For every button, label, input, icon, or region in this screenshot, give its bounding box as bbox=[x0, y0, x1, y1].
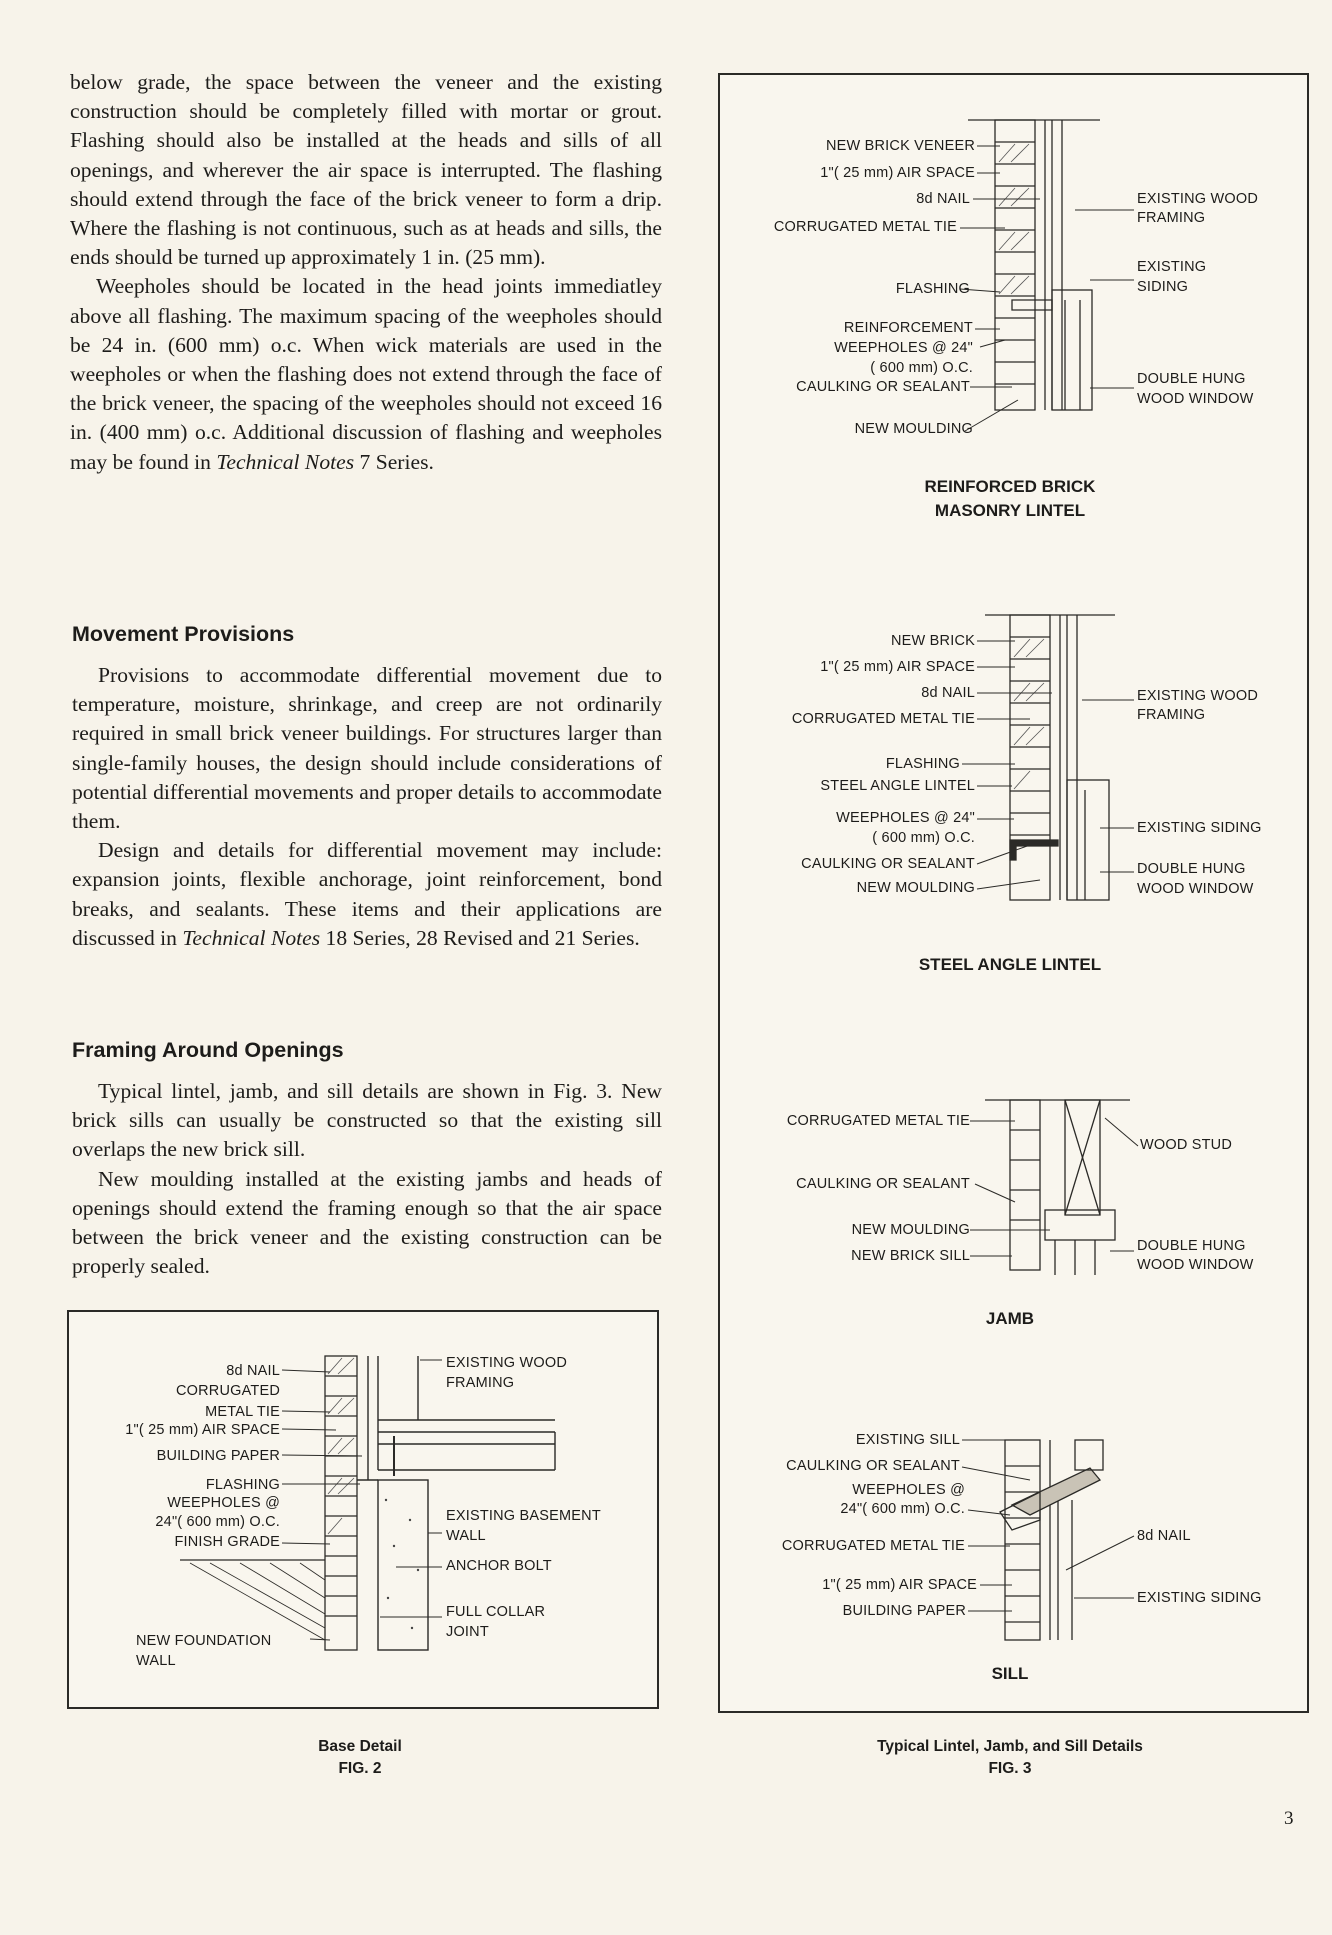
fig2-label-tie2: METAL TIE bbox=[205, 1404, 280, 1420]
lintel2-label-brick: NEW BRICK bbox=[891, 633, 975, 649]
lintel1-label-wood2: FRAMING bbox=[1137, 210, 1206, 226]
lintel2-section bbox=[985, 615, 1115, 900]
fig2-label-wood2: FRAMING bbox=[446, 1375, 515, 1391]
lintel2-label-window1: DOUBLE HUNG bbox=[1137, 861, 1246, 877]
lintel2-label-air: 1"( 25 mm) AIR SPACE bbox=[820, 659, 975, 675]
paragraph: below grade, the space between the veneer and the existing construction should be completely filled with mortar or grout. Flashing should also be installed at the heads and sills of all openings, and wherever the air space is interrupted. The flashing should extend through the face of the brick veneer to form a drip. Where the flashing is not continuous, such as at heads and sills, the ends should be turned up approximately 1 in. (25 mm). bbox=[70, 70, 662, 270]
page-number: 3 bbox=[1284, 1808, 1294, 1829]
lintel1-label-reinf: REINFORCEMENT bbox=[843, 320, 973, 336]
sill-label-weep1: WEEPHOLES @ bbox=[852, 1482, 965, 1498]
lintel2-label-wood1: EXISTING WOOD bbox=[1137, 688, 1259, 704]
lintel1-label-caulk: CAULKING OR SEALANT bbox=[796, 379, 970, 395]
fig2-label-nail: 8d NAIL bbox=[226, 1363, 280, 1379]
fig2-label-flashing: FLASHING bbox=[205, 1477, 280, 1493]
fig3-caption bbox=[800, 1736, 1220, 1780]
paragraph: Provisions to accommodate differential movement due to temperature, moisture, shrinkage, and creep are not ordinarily required in small brick veneer buildings. For structures larger than single-family houses, the design should include considerations of potential differential movements and proper details to accommodate them. bbox=[72, 663, 662, 834]
fig3-caption-title: Typical Lintel, Jamb, and Sill Details bbox=[877, 1738, 1143, 1755]
fig2-label-collar2: JOINT bbox=[446, 1624, 489, 1640]
lintel2-label-flashing: FLASHING bbox=[885, 756, 960, 772]
lintel1-title-line2: MASONRY LINTEL bbox=[934, 501, 1086, 520]
lintel1-label-veneer: NEW BRICK VENEER bbox=[825, 138, 975, 154]
fig2-label-bolt: ANCHOR BOLT bbox=[446, 1558, 552, 1574]
section-heading-movement: Movement Provisions bbox=[72, 622, 295, 646]
jamb-label-stud: WOOD STUD bbox=[1140, 1137, 1233, 1153]
lintel1-label-siding2: SIDING bbox=[1137, 279, 1189, 295]
section-heading-framing: Framing Around Openings bbox=[72, 1038, 344, 1062]
lintel1-title-line1: REINFORCED BRICK bbox=[924, 477, 1096, 496]
lintel1-leaders bbox=[960, 146, 1134, 431]
lintel1-label-wood1: EXISTING WOOD bbox=[1137, 191, 1259, 207]
sill-label-tie: CORRUGATED METAL TIE bbox=[781, 1538, 965, 1554]
jamb-label-caulk: CAULKING OR SEALANT bbox=[796, 1176, 970, 1192]
fig2-label-paper: BUILDING PAPER bbox=[156, 1448, 280, 1464]
lintel2-label-siding: EXISTING SIDING bbox=[1137, 820, 1262, 836]
fig2-label-base1: EXISTING BASEMENT bbox=[446, 1508, 601, 1524]
jamb-label-tie: CORRUGATED METAL TIE bbox=[786, 1113, 970, 1129]
sill-label-weep2: 24"( 600 mm) O.C. bbox=[840, 1501, 965, 1517]
lintel1-label-siding1: EXISTING bbox=[1137, 259, 1207, 275]
fig2-label-base2: WALL bbox=[446, 1528, 486, 1544]
lintel1-label-air: 1"( 25 mm) AIR SPACE bbox=[820, 165, 975, 181]
sill-section bbox=[1000, 1440, 1103, 1640]
fig2-caption-title: Base Detail bbox=[318, 1738, 402, 1755]
lintel1-title bbox=[880, 475, 1140, 523]
lintel2-title: STEEL ANGLE LINTEL bbox=[918, 955, 1102, 974]
fig2-label-air: 1"( 25 mm) AIR SPACE bbox=[125, 1422, 280, 1438]
lintel1-label-nail: 8d NAIL bbox=[916, 191, 970, 207]
fig2-label-wood1: EXISTING WOOD bbox=[446, 1355, 568, 1371]
paragraph: Typical lintel, jamb, and sill details are shown in Fig. 3. New brick sills can usually be constructed so that the existing sill overlaps the new brick sill. bbox=[72, 1079, 662, 1162]
lintel2-label-weep1: WEEPHOLES @ 24" bbox=[836, 810, 975, 826]
fig3-caption-number: FIG. 3 bbox=[988, 1760, 1032, 1777]
jamb-label-window2: WOOD WINDOW bbox=[1137, 1257, 1254, 1273]
lintel1-label-window1: DOUBLE HUNG bbox=[1137, 371, 1246, 387]
lintel2-label-window2: WOOD WINDOW bbox=[1137, 881, 1254, 897]
jamb-leaders bbox=[970, 1118, 1138, 1256]
sill-label-caulk: CAULKING OR SEALANT bbox=[786, 1458, 960, 1474]
sill-label-siding: EXISTING SIDING bbox=[1137, 1590, 1262, 1606]
lintel2-label-caulk: CAULKING OR SEALANT bbox=[801, 856, 975, 872]
sill-label-nail: 8d NAIL bbox=[1137, 1528, 1191, 1544]
lintel1-label-flashing: FLASHING bbox=[895, 281, 970, 297]
fig2-label-weep1: WEEPHOLES @ bbox=[167, 1495, 280, 1511]
lintel1-label-window2: WOOD WINDOW bbox=[1137, 391, 1254, 407]
jamb-label-sill: NEW BRICK SILL bbox=[851, 1248, 970, 1264]
fig2-label-found2: WALL bbox=[136, 1653, 176, 1669]
lintel1-label-mould: NEW MOULDING bbox=[854, 421, 973, 437]
lintel1-hatch bbox=[999, 144, 1029, 294]
lintel2-label-nail: 8d NAIL bbox=[921, 685, 975, 701]
sill-label-paper: BUILDING PAPER bbox=[842, 1603, 966, 1619]
lintel1-label-weep1: WEEPHOLES @ 24" bbox=[834, 340, 973, 356]
fig2-caption-number: FIG. 2 bbox=[338, 1760, 382, 1777]
lintel2-leaders bbox=[962, 641, 1134, 889]
fig2-label-collar1: FULL COLLAR bbox=[446, 1604, 546, 1620]
sill-title: SILL bbox=[991, 1664, 1029, 1683]
lintel2-label-wood2: FRAMING bbox=[1137, 707, 1206, 723]
sill-label-air: 1"( 25 mm) AIR SPACE bbox=[822, 1577, 977, 1593]
fig2-label-tie1: CORRUGATED bbox=[175, 1383, 280, 1399]
lintel2-label-mould: NEW MOULDING bbox=[856, 880, 975, 896]
fig2-label-weep2: 24"( 600 mm) O.C. bbox=[155, 1514, 280, 1530]
lintel2-label-angle: STEEL ANGLE LINTEL bbox=[820, 778, 975, 794]
paragraph: Design and details for differential movement may include: expansion joints, flexible anchorage, joint reinforcement, bond breaks, and sealants. These items and their applications are discussed in Technical Notes 18 Series, 28 Revised and 21 Series. bbox=[72, 838, 662, 950]
lintel2-label-weep2: ( 600 mm) O.C. bbox=[872, 830, 975, 846]
fig2-label-grade: FINISH GRADE bbox=[174, 1534, 280, 1550]
lintel2-hatch bbox=[1014, 639, 1044, 789]
lintel1-section bbox=[968, 120, 1100, 410]
jamb-label-mould: NEW MOULDING bbox=[851, 1222, 970, 1238]
jamb-title: JAMB bbox=[985, 1309, 1035, 1328]
sill-leaders bbox=[962, 1440, 1134, 1611]
sill-label-existing: EXISTING SILL bbox=[855, 1432, 960, 1448]
paragraph-weepholes: Weepholes should be located in the head joints immediatley above all flashing. The maximum spacing of the weepholes should be 24 in. (600 mm) o.c. When wick materials are used in the weepholes or when the flashing does not extend through the face of the brick veneer, the spacing of the weepholes should not exceed 16 in. (400 mm) o.c. Additional discussion of flashing and weepholes may be found in Technical Notes 7 Series. bbox=[70, 274, 662, 474]
lintel1-label-tie: CORRUGATED METAL TIE bbox=[773, 219, 957, 235]
jamb-section bbox=[985, 1100, 1130, 1275]
paragraph: New moulding installed at the existing jambs and heads of openings should extend the framing enough so that the air space between the brick veneer and the existing construction can be properly sealed. bbox=[72, 1166, 662, 1279]
fig2-label-found1: NEW FOUNDATION bbox=[136, 1633, 272, 1649]
lintel2-label-tie: CORRUGATED METAL TIE bbox=[791, 711, 975, 727]
lintel1-label-weep2: ( 600 mm) O.C. bbox=[870, 360, 973, 376]
jamb-label-window1: DOUBLE HUNG bbox=[1137, 1238, 1246, 1254]
